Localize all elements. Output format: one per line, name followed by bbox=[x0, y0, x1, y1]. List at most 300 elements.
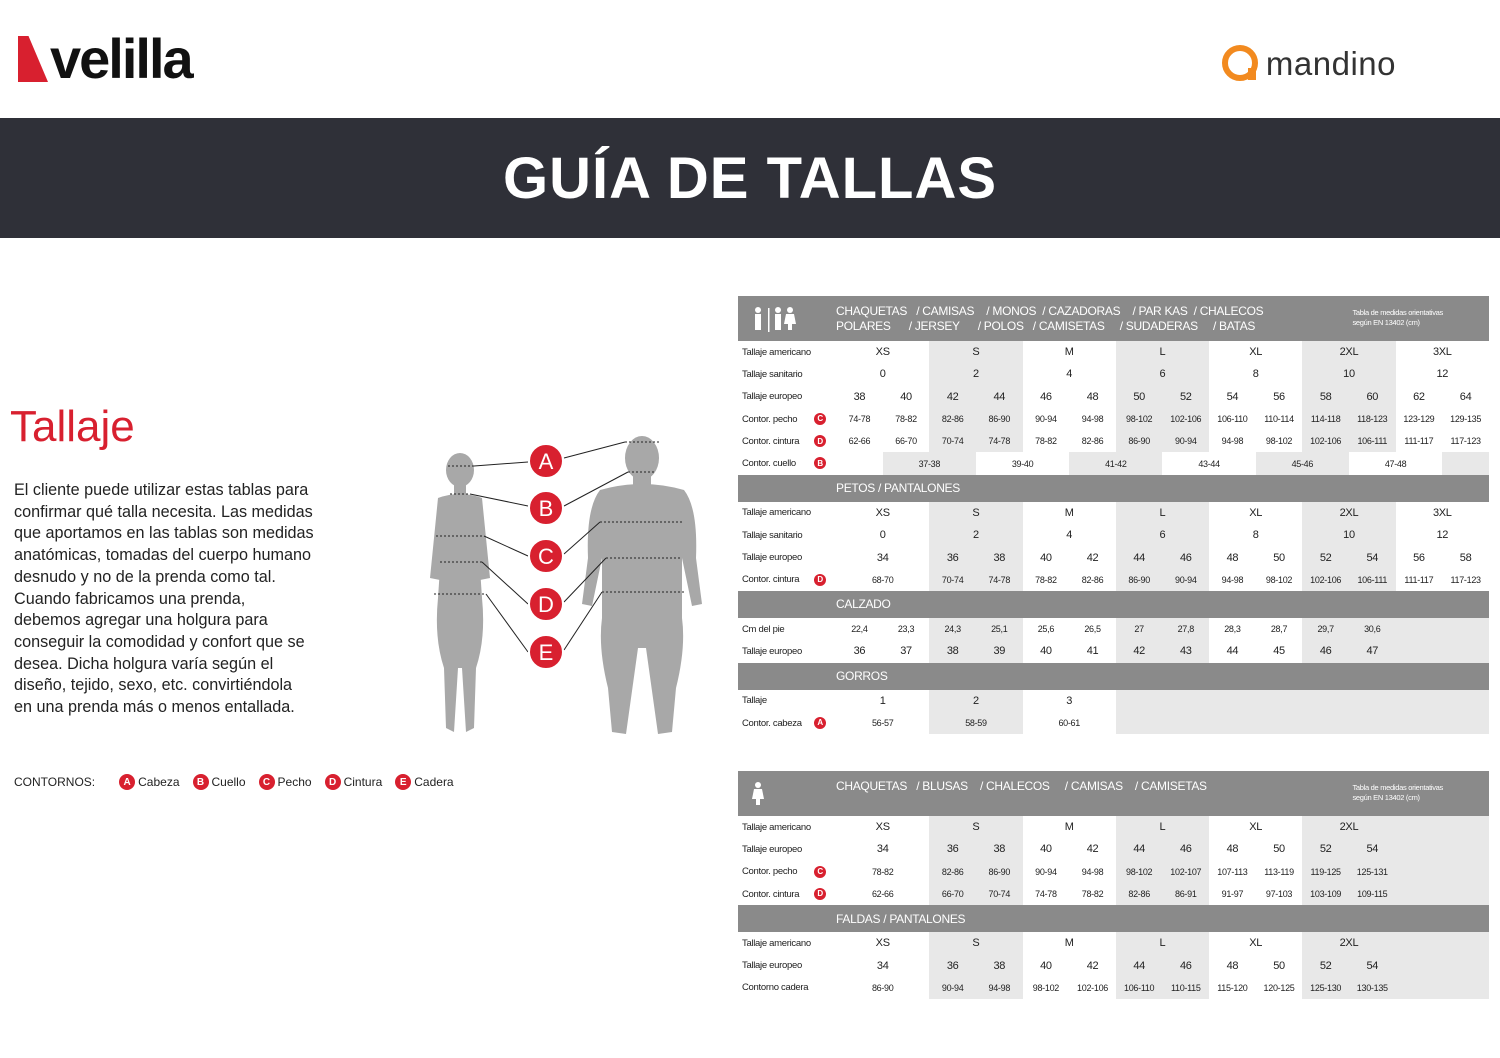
table-cell: XL bbox=[1249, 821, 1263, 834]
table-cell: 111-117 bbox=[1404, 574, 1434, 585]
table-cell: 27,8 bbox=[1162, 618, 1209, 640]
legend-label: Cuello bbox=[211, 775, 246, 789]
table-cell: 2XL bbox=[1302, 341, 1395, 363]
legend-dot: E bbox=[395, 774, 411, 790]
table-cell: 6 bbox=[1116, 363, 1209, 385]
section-title: PETOS / PANTALONES bbox=[738, 475, 1489, 502]
table-cell: 74-78 bbox=[1035, 889, 1057, 900]
table-cell: 90-94 bbox=[929, 977, 976, 999]
mandino-wordmark: mandino bbox=[1265, 45, 1396, 82]
table-row bbox=[738, 546, 1489, 568]
table-cell: 94-98 bbox=[1221, 574, 1244, 585]
velilla-wordmark: velilla bbox=[50, 27, 192, 90]
table-cell: 52 bbox=[1302, 838, 1349, 860]
size-table-women bbox=[738, 771, 1489, 999]
table-cell: M bbox=[1064, 506, 1074, 519]
table-cell: 8 bbox=[1252, 368, 1259, 381]
table-cell: 38 bbox=[929, 640, 976, 662]
table-cell: 102-106 bbox=[1302, 430, 1349, 452]
table-cell: 86-90 bbox=[976, 408, 1023, 430]
table-cell: 40 bbox=[1040, 843, 1052, 856]
contorno-marker-icon: D bbox=[814, 888, 826, 900]
table-cell: 41-42 bbox=[1069, 452, 1162, 474]
empty-cell bbox=[1396, 932, 1489, 954]
empty-cell bbox=[1396, 618, 1489, 640]
section-calzado bbox=[738, 591, 1489, 618]
contorno-marker-icon: D bbox=[814, 435, 826, 447]
table-row bbox=[738, 640, 1489, 662]
table1-header bbox=[738, 296, 1489, 341]
table-row bbox=[738, 712, 1489, 734]
row-label bbox=[738, 341, 836, 363]
table-cell: XS bbox=[875, 821, 890, 834]
contorno-marker-icon: C bbox=[814, 866, 826, 878]
row-label bbox=[738, 502, 836, 524]
svg-text:B: B bbox=[538, 496, 554, 521]
contorno-marker-icon: B bbox=[814, 457, 826, 469]
empty-cell bbox=[1116, 690, 1489, 712]
table-cell: 78-82 bbox=[1035, 574, 1057, 585]
table-cell: 22,4 bbox=[851, 624, 868, 635]
contorno-marker-icon: C bbox=[814, 413, 826, 425]
row-label bbox=[738, 712, 836, 734]
section-title: GORROS bbox=[738, 663, 1489, 690]
table-cell: 62 bbox=[1413, 390, 1425, 403]
table-cell: L bbox=[1116, 341, 1209, 363]
legend-item-cuello bbox=[193, 774, 246, 790]
table-cell: XL bbox=[1249, 346, 1263, 359]
section-title: FALDAS / PANTALONES bbox=[738, 905, 1489, 932]
table-row bbox=[738, 502, 1489, 524]
table-cell: 54 bbox=[1226, 390, 1239, 403]
categories-line-1: CHAQUETAS / BLUSAS / CHALECOS / CAMISAS / CAMISETAS bbox=[836, 779, 1207, 793]
table-cell: 40 bbox=[1040, 551, 1052, 564]
svg-text:C: C bbox=[538, 544, 554, 569]
table-cell: 25,6 bbox=[1037, 624, 1055, 635]
table-cell: 74-78 bbox=[976, 430, 1023, 452]
velilla-logo bbox=[18, 27, 192, 90]
table-cell: 50 bbox=[1116, 386, 1163, 408]
table-cell: XS bbox=[875, 346, 890, 359]
row-label-text: Contorno cadera bbox=[742, 982, 809, 994]
header-note: Tabla de medidas orientativas según EN 13402 (cm) bbox=[1352, 783, 1443, 802]
row-label bbox=[738, 932, 836, 954]
table-cell: 42 bbox=[1086, 843, 1099, 856]
table-cell: S bbox=[929, 341, 1022, 363]
table-row bbox=[738, 618, 1489, 640]
table-cell: 44 bbox=[1116, 954, 1163, 976]
legend-dot: D bbox=[325, 774, 341, 790]
table-cell: 90-94 bbox=[1162, 430, 1209, 452]
row-label-text: Tallaje americano bbox=[742, 821, 811, 833]
row-label-text: Tallaje americano bbox=[742, 937, 811, 949]
row-label-text: Tallaje americano bbox=[742, 346, 811, 358]
table-cell: 43-44 bbox=[1198, 458, 1220, 469]
table-cell: 118-123 bbox=[1349, 408, 1396, 430]
categories-line-2: POLARES / JERSEY / POLOS / CAMISETAS / SUDADERAS / BATAS bbox=[836, 319, 1256, 333]
table-cell: 94-98 bbox=[1081, 414, 1104, 425]
table-cell: 90-94 bbox=[1162, 569, 1209, 591]
table-cell: 102-106 bbox=[1162, 408, 1209, 430]
table-cell: 110-114 bbox=[1264, 414, 1294, 425]
row-label bbox=[738, 430, 836, 452]
table-cell: 78-82 bbox=[1035, 436, 1057, 447]
table-cell: 106-110 bbox=[1217, 414, 1248, 425]
table-cell: 78-82 bbox=[1081, 889, 1104, 900]
table-cell: 82-86 bbox=[929, 408, 976, 430]
table-cell: 2XL bbox=[1302, 502, 1395, 524]
table-cell: 26,5 bbox=[1084, 624, 1101, 635]
tallaje-heading: Tallaje bbox=[10, 402, 135, 451]
intro-paragraph: El cliente puede utilizar estas tablas para confirmar qué talla necesita. Las medidas que aportamos en las tablas son medidas anatómicas, tomadas del cuerpo humano desnudo y no de la prenda como tal. Cuando fabricamos una prenda, debemos agregar una holgura para conseguir la comodidad y confort que se desea. Dicha holgura varía según el diseño, tejido, sexo, etc. convirtiéndola en una prenda más o menos entallada. bbox=[14, 481, 314, 717]
table-cell: 24,3 bbox=[929, 618, 976, 640]
row-label bbox=[738, 861, 836, 883]
table-cell: 102-107 bbox=[1162, 861, 1209, 883]
table-cell: L bbox=[1116, 932, 1209, 954]
table-cell: 4 bbox=[1066, 529, 1073, 542]
female-figure-icon bbox=[750, 781, 810, 807]
row-label-text: Tallaje americano bbox=[742, 507, 811, 519]
table-cell: M bbox=[1064, 821, 1074, 834]
table-cell: 0 bbox=[879, 368, 886, 381]
table-cell: 60 bbox=[1349, 386, 1396, 408]
row-label-text: Tallaje europeo bbox=[742, 843, 802, 855]
table-cell: L bbox=[1116, 502, 1209, 524]
table-cell: 44 bbox=[1116, 838, 1163, 860]
male-silhouette-icon bbox=[582, 436, 702, 734]
table-cell: 39-40 bbox=[1011, 458, 1034, 469]
table-cell: 39 bbox=[976, 640, 1023, 662]
row-label bbox=[738, 363, 836, 385]
legend-item-cintura bbox=[325, 774, 383, 790]
section-petos bbox=[738, 475, 1489, 502]
table-cell: 98-102 bbox=[1116, 408, 1163, 430]
table-cell: 0 bbox=[879, 529, 886, 542]
table-cell: 102-106 bbox=[1077, 982, 1108, 993]
table-cell: 47-48 bbox=[1384, 458, 1407, 469]
table-row bbox=[738, 524, 1489, 546]
empty-cell bbox=[1396, 861, 1489, 883]
table-cell: 82-86 bbox=[1116, 883, 1163, 905]
table-cell: 56-57 bbox=[871, 718, 894, 728]
table-cell: 10 bbox=[1302, 363, 1395, 385]
table-cell: 90-94 bbox=[1035, 866, 1057, 877]
table-cell: 40 bbox=[1040, 645, 1052, 658]
table-cell: 46 bbox=[1040, 390, 1052, 403]
contorno-marker-icon: D bbox=[814, 574, 826, 586]
row-label bbox=[738, 954, 836, 976]
table-cell: 90-94 bbox=[1035, 414, 1057, 425]
table-cell: 36 bbox=[929, 546, 976, 568]
empty-cell bbox=[1396, 883, 1489, 905]
row-label-text: Tallaje europeo bbox=[742, 645, 802, 657]
empty-cell bbox=[1396, 640, 1489, 662]
table-cell: 46 bbox=[1162, 546, 1209, 568]
table-cell: 78-82 bbox=[871, 866, 894, 877]
female-silhouette-icon bbox=[430, 453, 490, 732]
table-cell: 29,7 bbox=[1302, 618, 1349, 640]
row-label-text: Contor. cintura bbox=[742, 435, 800, 447]
table-cell: 40 bbox=[1040, 959, 1052, 972]
table-cell: 64 bbox=[1459, 390, 1472, 403]
table-cell: 86-91 bbox=[1162, 883, 1209, 905]
table-cell: 36 bbox=[929, 954, 976, 976]
table-cell: 70-74 bbox=[929, 569, 976, 591]
row-label-text: Contor. pecho bbox=[742, 866, 798, 878]
row-label bbox=[738, 690, 836, 712]
table-row bbox=[738, 690, 1489, 712]
table-cell: 56 bbox=[1413, 551, 1425, 564]
table-cell: 102-106 bbox=[1302, 569, 1349, 591]
table-cell: 98-102 bbox=[1116, 861, 1163, 883]
table-row bbox=[738, 838, 1489, 860]
table-cell: 4 bbox=[1066, 368, 1073, 381]
velilla-mark-icon bbox=[18, 36, 48, 82]
marker-c-icon bbox=[529, 539, 563, 573]
row-label bbox=[738, 408, 836, 430]
table-cell: 48 bbox=[1226, 551, 1239, 564]
table-cell: S bbox=[929, 932, 1022, 954]
row-label-text: Tallaje bbox=[742, 695, 767, 707]
table-cell: S bbox=[929, 816, 1022, 838]
table-cell: 43 bbox=[1162, 640, 1209, 662]
top-header bbox=[0, 0, 1500, 118]
legend-dot: A bbox=[119, 774, 135, 790]
table-cell: 110-115 bbox=[1162, 977, 1209, 999]
empty-cell bbox=[836, 452, 883, 474]
table-cell: 34 bbox=[876, 843, 889, 856]
table-cell: 97-103 bbox=[1265, 889, 1293, 900]
table-cell: M bbox=[1064, 346, 1074, 359]
legend-item-cabeza bbox=[119, 774, 179, 790]
section-gorros bbox=[738, 663, 1489, 690]
table-cell: 2 bbox=[929, 690, 1022, 712]
table-cell: XL bbox=[1249, 937, 1263, 950]
table-cell: 103-109 bbox=[1302, 883, 1349, 905]
table-cell: 44 bbox=[1116, 546, 1163, 568]
svg-text:A: A bbox=[538, 449, 554, 474]
legend-label: Pecho bbox=[277, 775, 312, 789]
categories-line-1: CHAQUETAS / CAMISAS / MONOS / CAZADORAS / PAR KAS / CHALECOS bbox=[836, 304, 1264, 318]
legend-item-pecho bbox=[259, 774, 312, 790]
table-cell: 38 bbox=[976, 954, 1023, 976]
table-cell: 94-98 bbox=[976, 977, 1023, 999]
table-row bbox=[738, 430, 1489, 452]
row-label-text: Tallaje europeo bbox=[742, 391, 802, 403]
row-label-text: Cm del pie bbox=[742, 623, 785, 635]
table-cell: 27 bbox=[1116, 618, 1163, 640]
table-cell: 2 bbox=[929, 363, 1022, 385]
table2-header bbox=[738, 771, 1489, 816]
table-cell: 82-86 bbox=[1081, 436, 1104, 447]
table-cell: 37 bbox=[900, 645, 912, 658]
table-cell: 34 bbox=[876, 551, 889, 564]
legend-dot: B bbox=[193, 774, 209, 790]
table-cell: 98-102 bbox=[1032, 982, 1059, 993]
table-cell: 38 bbox=[976, 546, 1023, 568]
table-cell: 25,1 bbox=[976, 618, 1023, 640]
table-cell: 129-135 bbox=[1450, 414, 1482, 425]
table-cell: 114-118 bbox=[1302, 408, 1349, 430]
table-cell: 54 bbox=[1349, 546, 1396, 568]
table-cell: 48 bbox=[1226, 959, 1239, 972]
mandino-mark-icon bbox=[1220, 44, 1260, 84]
table-cell: 86-90 bbox=[871, 982, 894, 993]
table-cell: 58 bbox=[1459, 551, 1472, 564]
table-cell: 50 bbox=[1273, 959, 1285, 972]
table-cell: 94-98 bbox=[1221, 436, 1244, 447]
table-cell: L bbox=[1116, 816, 1209, 838]
empty-cell bbox=[1396, 954, 1489, 976]
table-cell: 82-86 bbox=[929, 861, 976, 883]
contornos-legend bbox=[14, 774, 467, 790]
table-cell: 107-113 bbox=[1217, 866, 1248, 877]
table-cell: 44 bbox=[976, 386, 1023, 408]
table-cell: 115-120 bbox=[1217, 982, 1248, 993]
table-cell: 62-66 bbox=[871, 889, 894, 900]
table-row bbox=[738, 861, 1489, 883]
table-cell: 70-74 bbox=[929, 430, 976, 452]
empty-cell bbox=[1396, 816, 1489, 838]
table-row bbox=[738, 883, 1489, 905]
empty-cell bbox=[1442, 452, 1489, 474]
table-cell: 36 bbox=[853, 645, 866, 658]
table-cell: 86-90 bbox=[1116, 569, 1163, 591]
table-cell: 94-98 bbox=[1081, 866, 1104, 877]
table-cell: 23,3 bbox=[897, 624, 915, 635]
table-row bbox=[738, 954, 1489, 976]
table-cell: 30,6 bbox=[1349, 618, 1396, 640]
contorno-marker-icon: A bbox=[814, 717, 826, 729]
table-row bbox=[738, 932, 1489, 954]
table-row bbox=[738, 363, 1489, 385]
row-label bbox=[738, 640, 836, 662]
table-cell: 54 bbox=[1349, 838, 1396, 860]
table-cell: 41 bbox=[1086, 645, 1099, 658]
table-cell: 2XL bbox=[1302, 816, 1395, 838]
table-cell: 36 bbox=[929, 838, 976, 860]
row-label bbox=[738, 524, 836, 546]
table-cell: 117-123 bbox=[1450, 436, 1481, 447]
table-cell: 74-78 bbox=[976, 569, 1023, 591]
title-band bbox=[0, 118, 1500, 238]
table-cell: 109-115 bbox=[1349, 883, 1396, 905]
row-label-text: Contor. cintura bbox=[742, 888, 800, 900]
table-cell: 45 bbox=[1273, 645, 1285, 658]
table-cell: 82-86 bbox=[1081, 574, 1104, 585]
table-cell: 117-123 bbox=[1450, 574, 1481, 585]
row-label-text: Tallaje europeo bbox=[742, 552, 802, 564]
table-cell: 12 bbox=[1436, 529, 1449, 542]
table-cell: 3 bbox=[1066, 694, 1073, 707]
table-cell: 28,3 bbox=[1224, 624, 1241, 635]
table-row bbox=[738, 386, 1489, 408]
table-cell: 38 bbox=[976, 838, 1023, 860]
table-cell: 60-61 bbox=[1058, 718, 1080, 728]
table-cell: 78-82 bbox=[895, 414, 917, 425]
table-cell: 106-111 bbox=[1349, 430, 1396, 452]
table-cell: XL bbox=[1249, 506, 1263, 519]
table-cell: 48 bbox=[1086, 390, 1099, 403]
table-cell: 74-78 bbox=[848, 414, 871, 425]
table-cell: 68-70 bbox=[871, 574, 894, 585]
table-row bbox=[738, 408, 1489, 430]
unisex-figures-icon bbox=[750, 306, 810, 332]
header-note: Tabla de medidas orientativas según EN 13402 (cm) bbox=[1352, 308, 1443, 327]
table-cell: 40 bbox=[900, 390, 912, 403]
row-label bbox=[738, 386, 836, 408]
header-categories bbox=[836, 779, 1207, 794]
legend-label: Cadera bbox=[414, 775, 454, 789]
table-cell: 62-66 bbox=[848, 436, 871, 447]
section-title: CALZADO bbox=[738, 591, 1489, 618]
marker-d-icon bbox=[529, 587, 563, 621]
row-label bbox=[738, 816, 836, 838]
legend-dot: C bbox=[259, 774, 275, 790]
table-cell: 46 bbox=[1302, 640, 1349, 662]
svg-text:D: D bbox=[538, 592, 554, 617]
table-cell: 28,7 bbox=[1270, 624, 1288, 635]
table-cell: 125-130 bbox=[1302, 977, 1349, 999]
table-row bbox=[738, 977, 1489, 999]
table-cell: 66-70 bbox=[895, 436, 917, 447]
row-label bbox=[738, 883, 836, 905]
table-cell: 44 bbox=[1226, 645, 1239, 658]
table-cell: 70-74 bbox=[976, 883, 1023, 905]
table-cell: 48 bbox=[1226, 843, 1239, 856]
row-label-text: Tallaje sanitario bbox=[742, 368, 803, 380]
table-cell: 106-110 bbox=[1116, 977, 1163, 999]
table-cell: 56 bbox=[1273, 390, 1285, 403]
table-row bbox=[738, 341, 1489, 363]
table-row bbox=[738, 452, 1489, 474]
row-label bbox=[738, 569, 836, 591]
header-categories bbox=[836, 304, 1263, 334]
table-cell: 38 bbox=[853, 390, 866, 403]
table-cell: 37-38 bbox=[883, 452, 976, 474]
table-cell: 52 bbox=[1162, 386, 1209, 408]
table-cell: 42 bbox=[929, 386, 976, 408]
table-cell: 2XL bbox=[1302, 932, 1395, 954]
table-cell: 58-59 bbox=[929, 712, 1022, 734]
table-cell: 91-97 bbox=[1221, 889, 1244, 900]
legend-item-cadera bbox=[395, 774, 453, 790]
row-label bbox=[738, 452, 836, 474]
table-cell: 58 bbox=[1302, 386, 1349, 408]
table-cell: 86-90 bbox=[1116, 430, 1163, 452]
table-row bbox=[738, 816, 1489, 838]
size-table-unisex bbox=[738, 296, 1489, 734]
table-cell: 46 bbox=[1162, 838, 1209, 860]
empty-cell bbox=[1396, 977, 1489, 999]
table-cell: 52 bbox=[1302, 954, 1349, 976]
table-cell: 98-102 bbox=[1265, 436, 1293, 447]
table-cell: 106-111 bbox=[1349, 569, 1396, 591]
table-cell: 42 bbox=[1086, 959, 1099, 972]
page-title: GUÍA DE TALLAS bbox=[502, 145, 998, 211]
table-cell: 111-117 bbox=[1404, 436, 1434, 447]
marker-e-icon bbox=[529, 635, 563, 669]
table-cell: 54 bbox=[1349, 954, 1396, 976]
table-cell: 3XL bbox=[1432, 346, 1452, 359]
row-label-text: Tallaje europeo bbox=[742, 960, 802, 972]
table-cell: 66-70 bbox=[929, 883, 976, 905]
contornos-label: CONTORNOS: bbox=[14, 775, 96, 789]
table-cell: 125-131 bbox=[1349, 861, 1396, 883]
row-label bbox=[738, 977, 836, 999]
row-label-text: Contor. cintura bbox=[742, 574, 800, 586]
row-label-text: Contor. pecho bbox=[742, 413, 798, 425]
